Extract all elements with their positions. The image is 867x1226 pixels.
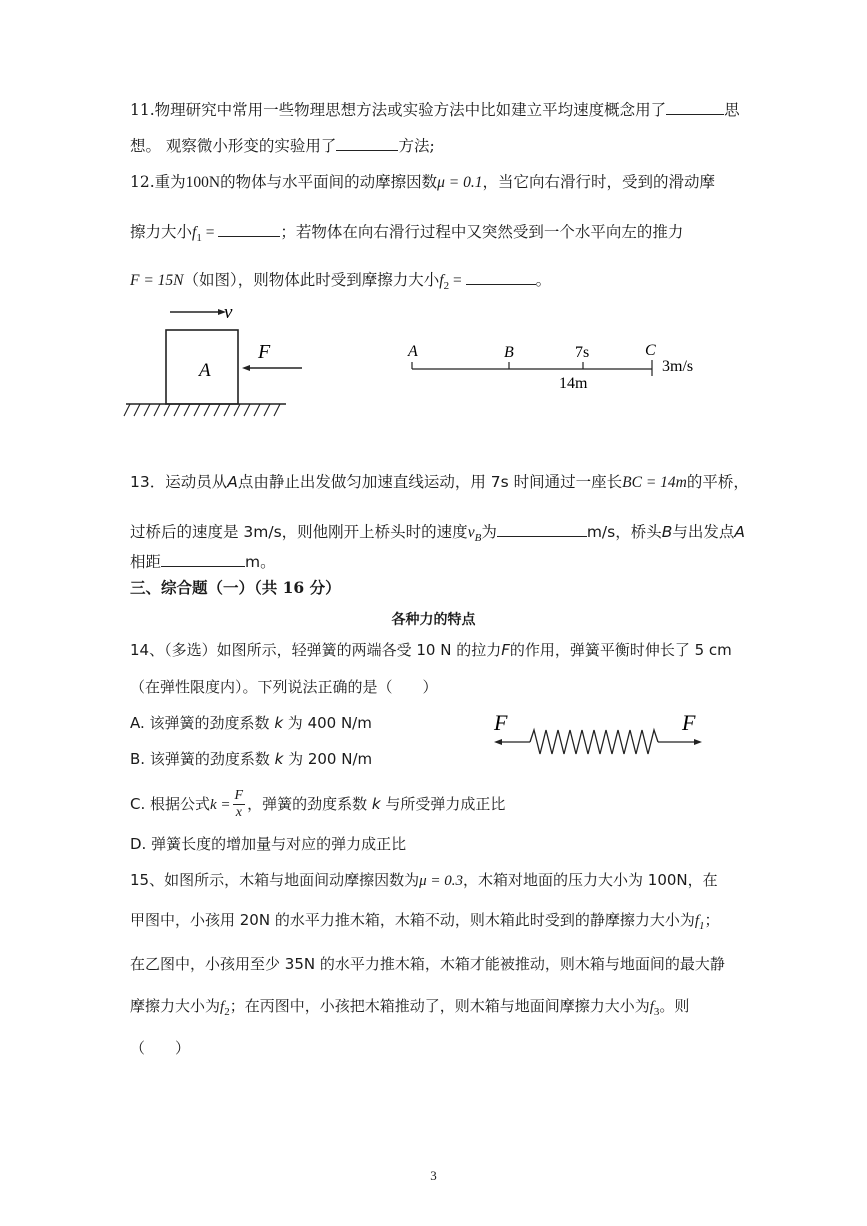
answer-blank[interactable] [466, 270, 536, 285]
q13-text: 点由静止出发做匀加速直线运动，用 7s 时间通过一座长 [237, 473, 623, 491]
q12-text: 的物体与水平面间的动摩擦因数 [220, 173, 438, 191]
q12-line3: F = 15N（如图），则物体此时受到摩擦力大小$f_2$ = 。 [130, 271, 552, 293]
k-symbol: k [274, 750, 284, 768]
q14-option-B[interactable] [130, 749, 372, 769]
f1-subscript: 1 [196, 232, 202, 245]
q11-text: 11.物理研究中常用一些物理思想方法或实验方法中比如建立平均速度概念用了 [130, 101, 667, 119]
q15-text: ；在丙图中，小孩把木箱推动了，则木箱与地面间摩擦力大小为 [229, 997, 650, 1015]
q12-line1 [130, 172, 715, 193]
point-C-label: C [645, 342, 656, 359]
F-value: F = 15N [130, 272, 184, 289]
q15-text: 15、如图所示，木箱与地面间动摩擦因数为 [130, 871, 420, 889]
q15-text: 甲图中，小孩用 20N 的水平力推木箱，木箱不动，则木箱此时受到的静摩擦力大小为 [130, 911, 695, 929]
formula-k: k = [210, 797, 231, 813]
q15-line3: 在乙图中，小孩用至少 35N 的水平力推木箱，木箱才能被推动，则木箱与地面间的最大静 [130, 955, 725, 973]
f1-symbol: f [694, 913, 700, 929]
q13-text: 相距 [130, 553, 162, 571]
page-number: 3 [430, 1168, 437, 1183]
q14-line2: （在弹性限度内）。下列说法正确的是（ ） [130, 678, 438, 696]
right-force-label: F [682, 710, 696, 735]
q14-option-A[interactable] [130, 713, 372, 733]
bridge-figure [400, 336, 720, 398]
f3-subscript: 3 [653, 1006, 660, 1018]
q15-text: 。则 [659, 997, 690, 1015]
mu-value: μ = 0.3 [419, 873, 463, 889]
q11-line2 [130, 136, 435, 156]
answer-blank[interactable] [497, 522, 587, 537]
answer-blank[interactable] [161, 552, 245, 567]
q12-text: ，当它向右滑行时，受到的滑动摩 [482, 173, 716, 191]
formula-numerator: F [234, 788, 244, 803]
length-label: 14m [559, 375, 588, 392]
section-subheading: 各种力的特点 [391, 612, 476, 628]
q13-text: 与出发点 [672, 523, 735, 541]
q15-text: ； [704, 911, 720, 929]
q15-text: ，木箱对地面的压力大小为 100N，在 [463, 871, 718, 889]
q15-text: 摩擦力大小为 [130, 997, 221, 1015]
q15-line4 [130, 996, 689, 1022]
f3-symbol: f [649, 999, 654, 1015]
q14-option-D[interactable]: D. 弹簧长度的增加量与对应的弹力成正比 [130, 835, 407, 853]
point-B-label: B [504, 344, 514, 361]
section-heading: 三、综合题（一）（共 16 分） [130, 578, 341, 597]
point-A: A [227, 473, 238, 491]
f2-symbol: f [439, 272, 444, 289]
q12-text: 。 [535, 271, 552, 289]
force-label: F [258, 341, 271, 363]
ground-hatching [124, 404, 280, 416]
option-text: C. 根据公式 [130, 795, 211, 813]
k-symbol: k [274, 714, 284, 732]
force-symbol: F [501, 641, 510, 659]
q13-text: m/s，桥头 [586, 523, 662, 541]
q12-text: 擦力大小 [130, 223, 193, 241]
f2-subscript: 2 [443, 280, 450, 293]
q13-line2 [130, 522, 745, 548]
spring [530, 730, 658, 754]
q13-line1 [130, 472, 749, 493]
answer-blank[interactable] [666, 100, 724, 115]
q13-text: 为 [481, 523, 497, 541]
vB-subscript: B [474, 532, 482, 545]
block-label: A [199, 360, 211, 381]
k-symbol: k [371, 795, 381, 813]
formula-fraction [233, 788, 246, 821]
q13-text: 过桥后的速度是 3m/s，则他刚开上桥头时的速度 [130, 523, 468, 541]
q11-text: 想。 观察微小形变的实验用了 [130, 137, 337, 155]
q12-text: 12.重为 [130, 173, 186, 191]
q11-text: 方法; [398, 137, 435, 155]
option-text: A. 该弹簧的劲度系数 [130, 714, 270, 732]
option-text: 为 400 N/m [287, 714, 372, 732]
f1-symbol: f [192, 224, 197, 241]
f1-subscript: 1 [699, 920, 705, 932]
q14-text: 14、（多选）如图所示，轻弹簧的两端各受 10 N 的拉力 [130, 641, 502, 659]
q12-line2: 擦力大小$f_1$ = ；若物体在向右滑行过程中又突然受到一个水平向左的推力 [130, 223, 684, 245]
point-B: B [661, 523, 673, 541]
q14-option-C[interactable] [130, 788, 505, 821]
vB-symbol: v [467, 524, 475, 541]
speed-label: 3m/s [662, 358, 694, 375]
q12-text: ；若物体在向右滑行过程中又突然受到一个水平向左的推力 [280, 223, 684, 241]
point-A: A [734, 523, 745, 541]
q14-text: 的作用，弹簧平衡时伸长了 5 cm [509, 641, 732, 659]
point-A-label: A [408, 343, 418, 360]
q15-answer-parens: （ ） [130, 1039, 191, 1057]
answer-blank[interactable] [218, 222, 280, 237]
left-force-label: F [494, 710, 508, 735]
q15-line2 [130, 910, 720, 936]
q12-text: （如图），则物体此时受到摩擦力大小 [183, 271, 440, 289]
q15-line1 [130, 870, 718, 891]
q11-line1 [130, 100, 740, 120]
q13-text: 13．运动员从 [130, 473, 228, 491]
bridge-length: BC = 14m [622, 474, 687, 491]
q13-text: 的平桥， [686, 473, 749, 491]
q13-text: m。 [245, 553, 276, 571]
mu-value: μ = 0.1 [437, 174, 483, 191]
option-text: 为 200 N/m [288, 750, 373, 768]
weight-value: 100N [185, 174, 221, 191]
option-text: 与所受弹力成正比 [385, 795, 506, 813]
time-label: 7s [575, 344, 590, 361]
f2-symbol: f [220, 999, 225, 1015]
answer-blank[interactable] [336, 136, 398, 151]
option-text: B. 该弹簧的劲度系数 [130, 750, 270, 768]
q14-line1 [130, 640, 732, 660]
velocity-label: v [224, 302, 233, 323]
q11-text: 思 [724, 101, 740, 119]
spring-figure [486, 706, 716, 758]
option-text: ，弹簧的劲度系数 [247, 795, 368, 813]
q13-line3 [130, 552, 276, 572]
block-figure [120, 298, 320, 426]
f2-subscript: 2 [224, 1006, 230, 1018]
formula-denominator: x [235, 805, 242, 820]
